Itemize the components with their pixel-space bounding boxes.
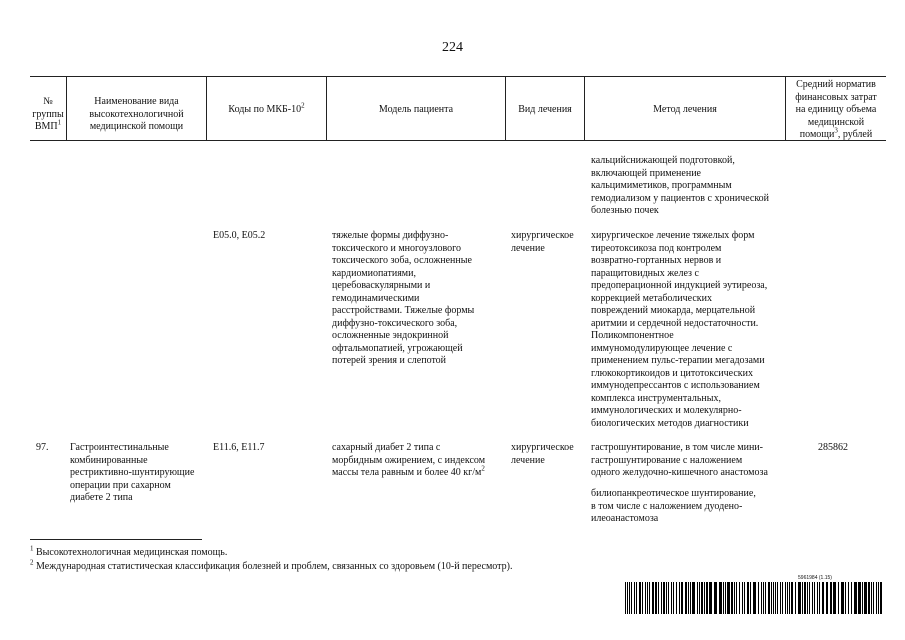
row-treatment-type: хирургическое лечение: [511, 442, 574, 466]
footnote-2: $^2$ Международная статистическая классификация болезней и проблем, связанных со здоровьем (10-й пересмотр).: [30, 558, 513, 572]
header-treatment-method: Метод лечения: [653, 104, 717, 115]
row-treatment-method-a: гастрошунтирование, в том числе мини- гастрошунтирование с наложением одного желудочно-кишечного анастомоза: [591, 442, 768, 478]
row-treatment-method: хирургическое лечение тяжелых форм тиреотоксикоза под контролем возвратно-гортанных нервов и паращитовидных желез с предоперационной индукцией эутиреоза, коррекцией метаболических повреждений миокарда, мерцательной аритмии и сердечной недостаточности. Поликомпонентное иммуномодулирующее лечение с применением пульс-терапии мегадозами глюкокортикоидов и цитотоксических иммунодепрессантов с использованием комплекса инструментальных, иммунологических и молекулярно- биологических методов диагностики: [591, 230, 768, 429]
row-method-continuation: кальцийснижающей подготовкой, включающей применение кальцимиметиков, программным гемодиализом у пациентов с хронической болезнью почек: [591, 155, 770, 216]
header-icd-codes: Коды по МКБ-$10^2$: [228, 101, 305, 115]
row-patient-model: тяжелые формы диффузно- токсического и многоузлового токсического зоба, осложненные кардиомиопатиями, церебоваскулярными и гемодинамическими расстройствами. Тяжелые формы диффузно-токсического зоба, осложненные эндокринной офтальмопатией, угрожающей потерей зрения и слепотой: [332, 230, 475, 366]
table-header-bottom-rule: [30, 140, 886, 141]
row-icd-codes: E05.0, E05.2: [213, 230, 266, 241]
page-number: 224: [442, 40, 463, 55]
header-group-number: № группы ВМП$^1$: [32, 96, 64, 132]
row-treatment-type: хирургическое лечение: [511, 230, 574, 254]
barcode-image: [625, 582, 885, 614]
table-top-rule: [30, 76, 886, 77]
row-care-type: Гастроинтестинальные комбинированные рестриктивно-шунтирующие операции при сахарном диабете 2 типа: [70, 442, 195, 503]
footnote-1: $^1$ Высокотехнологичная медицинская помощь.: [30, 544, 228, 558]
row-cost: 285862: [818, 442, 848, 453]
barcode-label: 5961984 (1.15): [798, 575, 832, 581]
row-group-number: 97.: [36, 442, 49, 453]
row-patient-model: сахарный диабет 2 типа с морбидным ожирением, с индексом массы тела равным и более 40 $кг/м^2$: [332, 442, 486, 478]
header-treatment-type: Вид лечения: [518, 104, 572, 115]
header-patient-model: Модель пациента: [378, 104, 454, 115]
footnote-rule: [30, 539, 202, 540]
row-treatment-method-b: билиопанкреотическое шунтирование, в том числе с наложением дуодено- илеоанастомоза: [591, 488, 756, 524]
row-icd-codes: E11.6, E11.7: [213, 442, 265, 453]
header-care-type: Наименование вида высокотехнологичной медицинской помощи: [89, 96, 184, 132]
header-cost-standard: Средний норматив финансовых затрат на единицу объема медицинской помощи$^3$, рублей: [795, 79, 877, 140]
